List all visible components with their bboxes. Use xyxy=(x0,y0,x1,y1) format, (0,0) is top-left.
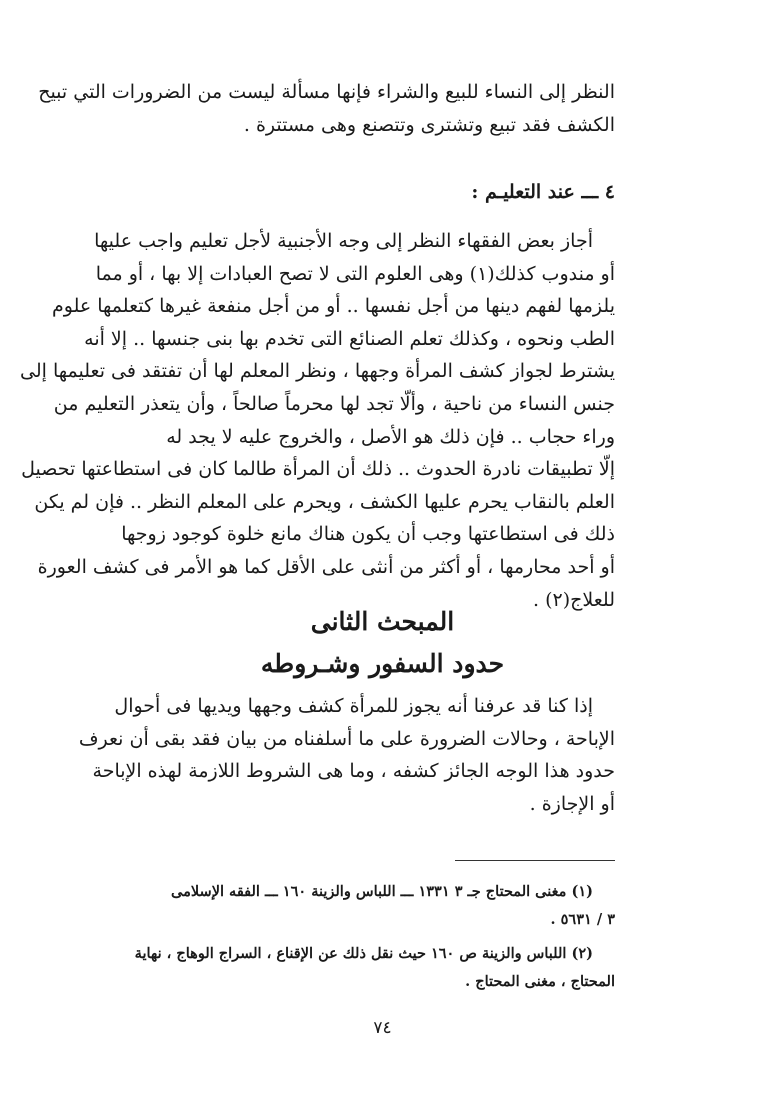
footnote-1 xyxy=(105,878,615,934)
text-line: حدود هذا الوجه الجائز كشفه ، وما هى الشروط اللازمة لهذه الإباحة xyxy=(92,760,615,783)
text-line: الكشف فقد تبيع وتشترى وتتصنع وهى مستترة . xyxy=(243,113,615,136)
text-line: النظر إلى النساء للبيع والشراء فإنها مسألة ليست من الضرورات التي تبيح xyxy=(38,81,615,103)
footnote-2 xyxy=(105,940,615,996)
text-line: أو الإجازة . xyxy=(529,792,615,815)
text-line: إذا كنا قد عرفنا أنه يجوز للمرأة كشف وجهها ويديها فى أحوال xyxy=(114,695,593,717)
footnote-divider xyxy=(455,860,615,861)
text-line: الإباحة ، وحالات الضرورة على ما أسلفناه من بيان فقد بقى أن نعرف xyxy=(78,727,615,750)
text-line: إلّا تطبيقات نادرة الحدوث .. ذلك أن المرأة طالما كان فى استطاعتها تحصيل xyxy=(21,458,615,481)
teaching-paragraph xyxy=(20,225,615,616)
section-heading: ٤ ـــ عند التعليـم : xyxy=(471,181,615,203)
intro-paragraph xyxy=(38,76,615,141)
text-line: العلم بالنقاب يحرم عليها الكشف ، ويحرم على المعلم النظر .. فإن لم يكن xyxy=(34,490,615,513)
page-number: ٧٤ xyxy=(373,1018,392,1038)
text-line: أو أحد محارمها ، أو أكثر من أنثى على الأقل كما هو الأمر فى كشف العورة xyxy=(37,555,615,578)
text-line: وراء حجاب .. فإن ذلك هو الأصل ، والخروج عليه لا يجد له xyxy=(166,425,615,448)
text-line: يشترط لجواز كشف المرأة وجهها ، ونظر المعلم لها أن تفتقد فى تعليمها إلى xyxy=(20,360,615,383)
text-line: ذلك فى استطاعتها وجب أن يكون هناك مانع خلوة كوجود زوجها xyxy=(121,523,615,546)
footnote-line: (١) مغنى المحتاج جـ ٣ ١٣٣١ ـــ اللباس والزينة ١٦٠ ـــ الفقه الإسلامى xyxy=(171,883,593,900)
text-line: يلزمها لفهم دينها من أجل نفسها .. أو من أجل منفعة غيرها كتعلمها علوم xyxy=(52,295,615,318)
chapter-title: المبحث الثانى xyxy=(310,607,455,636)
footnote-line: ٣ / ٥٦٣١ . xyxy=(550,911,615,928)
text-line: أجاز بعض الفقهاء النظر إلى وجه الأجنبية لأجل تعليم واجب عليها xyxy=(94,230,593,252)
footnote-line: (٢) اللباس والزينة ص ١٦٠ حيث نقل ذلك عن الإقناع ، السراج الوهاج ، نهاية xyxy=(134,945,593,962)
text-line: الطب ونحوه ، وكذلك تعلم الصنائع التى تخدم بها بنى جنسها .. إلا أنه xyxy=(84,327,615,350)
footnote-line: المحتاج ، مغنى المحتاج . xyxy=(465,973,615,990)
text-line: أو مندوب كذلك(١) وهى العلوم التى لا تصح العبادات إلا بها ، أو مما xyxy=(95,262,615,285)
chapter-subtitle: حدود السفور وشـروطه xyxy=(260,649,505,678)
text-line: جنس النساء من ناحية ، وألّا تجد لها محرماً صالحاً ، وأن يتعذر التعليم من xyxy=(53,392,615,415)
text-line: للعلاج(٢) . xyxy=(533,588,615,611)
closing-paragraph xyxy=(78,690,615,820)
